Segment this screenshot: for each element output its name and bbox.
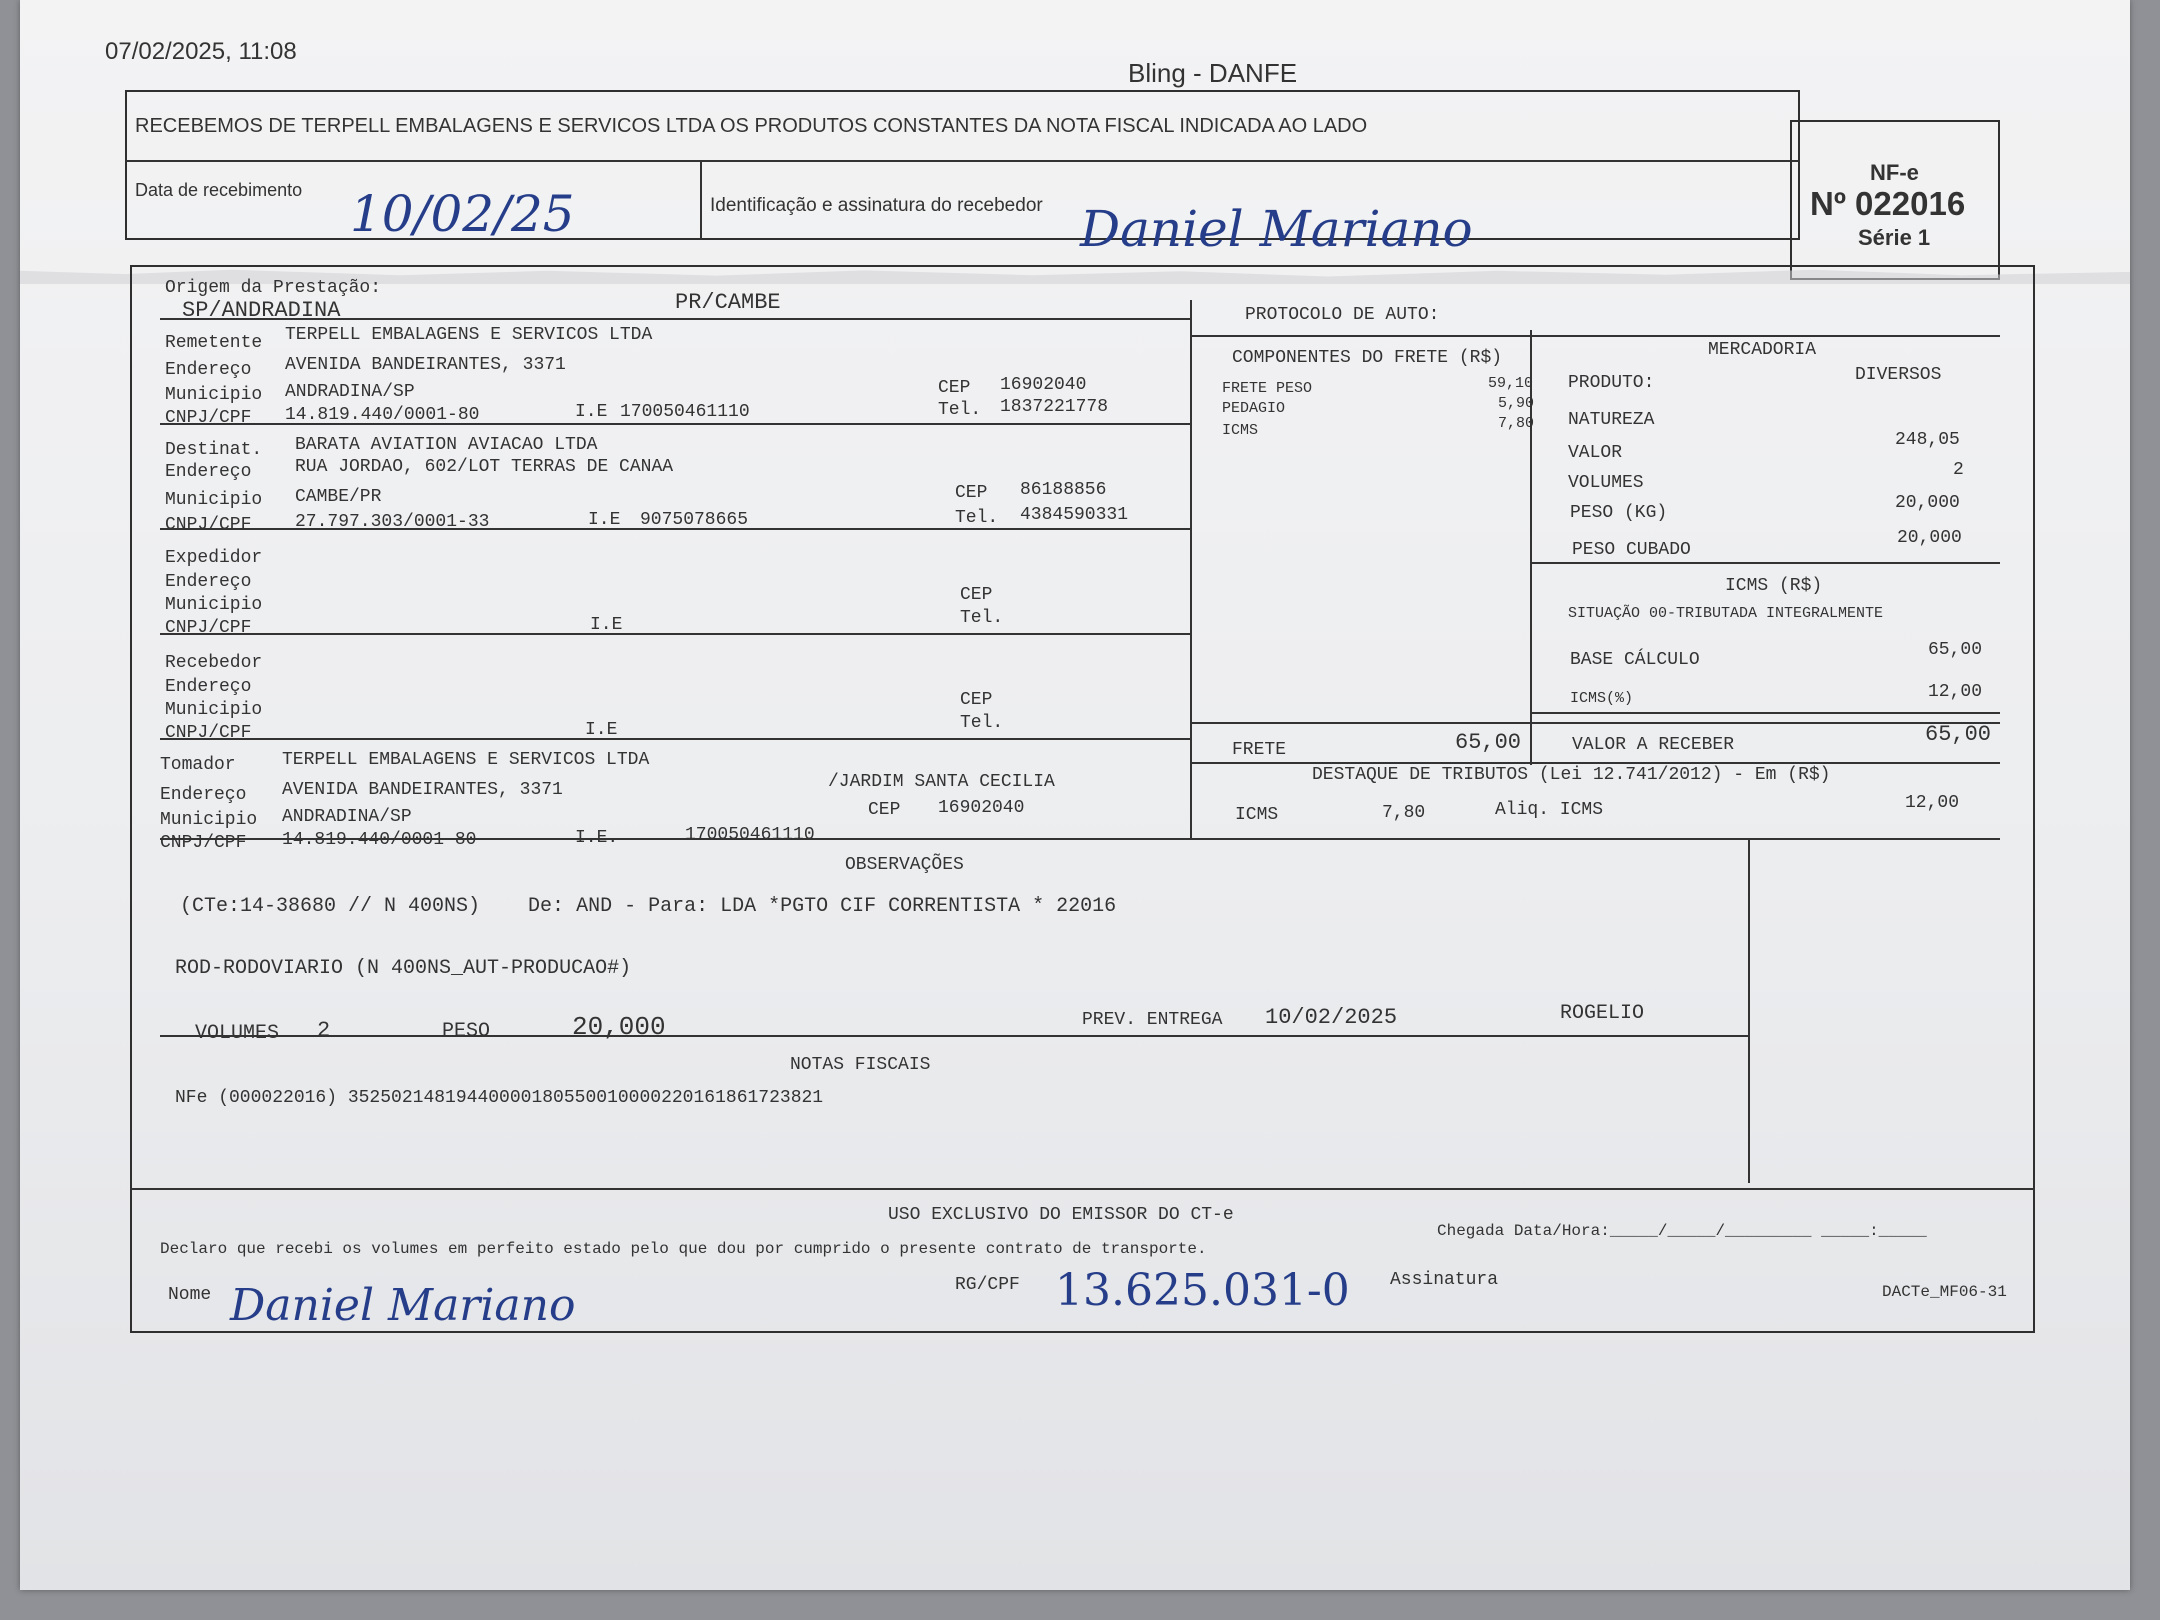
componente-label: ICMS — [1222, 422, 1259, 439]
notas-title: NOTAS FISCAIS — [790, 1055, 931, 1075]
tomador-cnpj-label: CNPJ/CPF — [160, 833, 247, 853]
obs-volumes-label: VOLUMES — [195, 1022, 280, 1045]
tributos-icms-value: 7,80 — [1382, 803, 1426, 823]
icms-aliq-label: ICMS(%) — [1570, 690, 1634, 707]
nfe-serie: Série 1 — [1858, 225, 1931, 250]
origem-label: Origem da Prestação: — [165, 278, 382, 298]
recebedor-end-label: Endereço — [165, 677, 252, 697]
remetente-municipio: ANDRADINA/SP — [285, 382, 415, 402]
rg-cpf-value: 13.625.031-0 — [1055, 1265, 1350, 1316]
nfe-number: Nº 022016 — [1810, 185, 1966, 222]
destinatario-ie: 9075078665 — [640, 510, 749, 530]
componente-value: 59,10 — [1488, 375, 1534, 392]
danfe-sheet — [20, 0, 2130, 1590]
divider — [1190, 300, 1192, 838]
recebedor-mun-label: Municipio — [165, 700, 263, 720]
destinatario-tel: 4384590331 — [1020, 505, 1129, 525]
volumes-label: VOLUMES — [1568, 473, 1644, 493]
recebedor-signature: Daniel Mariano — [1080, 200, 1473, 258]
remetente-cep-label: CEP — [938, 378, 971, 398]
data-recebimento-label: Data de recebimento — [135, 180, 303, 200]
tomador-endereco: AVENIDA BANDEIRANTES, 3371 — [282, 780, 563, 800]
tributos-aliq-label: Aliq. ICMS — [1495, 800, 1604, 820]
tomador-municipio: ANDRADINA/SP — [282, 807, 412, 827]
page-title: Bling - DANFE — [1128, 58, 1298, 88]
frete-label: FRETE — [1232, 740, 1287, 760]
volumes-value: 2 — [1953, 460, 1964, 480]
natureza-label: NATUREZA — [1568, 410, 1655, 430]
divider — [160, 738, 1190, 740]
emissor-title: USO EXCLUSIVO DO EMISSOR DO CT-e — [888, 1205, 1234, 1225]
mercadoria-title: MERCADORIA — [1708, 340, 1817, 360]
icms-title: ICMS (R$) — [1725, 576, 1823, 596]
observacoes-line1: (CTe:14-38680 // N 400NS) De: AND - Para: LDA *PGTO CIF CORRENTISTA * 22016 — [180, 895, 1117, 918]
peso-cubado-value: 20,000 — [1897, 528, 1962, 548]
obs-volumes-value: 2 — [317, 1018, 331, 1043]
produto-label: PRODUTO: — [1568, 373, 1655, 393]
remetente-tel-label: Tel. — [938, 400, 982, 420]
tributos-aliq-value: 12,00 — [1905, 793, 1960, 813]
expedidor-cep-label: CEP — [960, 585, 993, 605]
protocolo-label: PROTOCOLO DE AUTO: — [1245, 305, 1440, 325]
divider — [160, 633, 1190, 635]
origem-value: SP/ANDRADINA — [182, 298, 341, 323]
expedidor-label: Expedidor — [165, 548, 263, 568]
divider — [1748, 838, 1750, 1183]
expedidor-tel-label: Tel. — [960, 608, 1004, 628]
identificacao-label: Identificação e assinatura do recebedor — [710, 195, 1043, 216]
emissor-nome-signature: Daniel Mariano — [230, 1280, 576, 1331]
canhoto-declaration: RECEBEMOS DE TERPELL EMBALAGENS E SERVICOS LTDA OS PRODUTOS CONSTANTES DA NOTA FISCAL INDICADA AO LADO — [135, 115, 1368, 137]
valor-value: 248,05 — [1895, 430, 1960, 450]
divider — [160, 1035, 1748, 1037]
divider — [1190, 335, 2000, 337]
remetente-tel: 1837221778 — [1000, 397, 1109, 417]
remetente-mun-label: Municipio — [165, 385, 263, 405]
emissor-declaro: Declaro que recebi os volumes em perfeito estado pelo que dou por cumprido o presente contrato de transporte. — [160, 1240, 1207, 1258]
prev-entrega-value: 10/02/2025 — [1265, 1005, 1398, 1030]
tomador-cep: 16902040 — [938, 798, 1025, 818]
destinatario-nome: BARATA AVIATION AVIACAO LTDA — [295, 435, 598, 455]
recebedor-cnpj-label: CNPJ/CPF — [165, 723, 252, 743]
frete-value: 65,00 — [1455, 730, 1522, 755]
data-recebimento-value: 10/02/25 — [350, 185, 575, 243]
icms-aliq-value: 12,00 — [1928, 682, 1983, 702]
print-datetime: 07/02/2025, 11:08 — [105, 38, 297, 65]
divider — [130, 1188, 2035, 1190]
expedidor-end-label: Endereço — [165, 572, 252, 592]
motorista-name: ROGELIO — [1560, 1002, 1645, 1025]
remetente-label: Remetente — [165, 333, 263, 353]
remetente-cep: 16902040 — [1000, 375, 1087, 395]
peso-cubado-label: PESO CUBADO — [1572, 540, 1691, 560]
destinatario-tel-label: Tel. — [955, 508, 999, 528]
expedidor-cnpj-label: CNPJ/CPF — [165, 618, 252, 638]
emissor-nome-label: Nome — [168, 1285, 212, 1305]
observacoes-title: OBSERVAÇÕES — [845, 855, 964, 875]
tomador-nome: TERPELL EMBALAGENS E SERVICOS LTDA — [282, 750, 650, 770]
componente-value: 7,80 — [1498, 415, 1535, 432]
peso-value: 20,000 — [1895, 493, 1960, 513]
destinatario-cep-label: CEP — [955, 483, 988, 503]
rg-cpf-label: RG/CPF — [955, 1275, 1020, 1295]
expedidor-mun-label: Municipio — [165, 595, 263, 615]
tomador-bairro: /JARDIM SANTA CECILIA — [828, 772, 1055, 792]
divider — [1190, 722, 2000, 724]
form-code: DACTe_MF06-31 — [1882, 1283, 2007, 1301]
recebedor-tel-label: Tel. — [960, 713, 1004, 733]
destinatario-label: Destinat. — [165, 440, 263, 460]
divider — [1190, 762, 2000, 764]
componente-label: PEDAGIO — [1222, 400, 1286, 417]
valor-receber-value: 65,00 — [1925, 722, 1992, 747]
destinatario-municipio: CAMBE/PR — [295, 487, 382, 507]
tributos-icms-label: ICMS — [1235, 805, 1279, 825]
tomador-label: Tomador — [160, 755, 236, 775]
divider — [125, 160, 1800, 162]
remetente-endereco: AVENIDA BANDEIRANTES, 3371 — [285, 355, 566, 375]
recebedor-ie-label: I.E — [585, 720, 618, 740]
icms-situacao: SITUAÇÃO 00-TRIBUTADA INTEGRALMENTE — [1568, 605, 1884, 622]
obs-peso-value: 20,000 — [572, 1012, 666, 1042]
remetente-ie-label: I.E — [575, 402, 608, 422]
divider — [1530, 712, 2000, 714]
destinatario-ie-label: I.E — [588, 510, 621, 530]
expedidor-ie-label: I.E — [590, 615, 623, 635]
tomador-end-label: Endereço — [160, 785, 247, 805]
remetente-cnpj: 14.819.440/0001-80 — [285, 405, 480, 425]
peso-label: PESO (KG) — [1570, 503, 1668, 523]
remetente-ie: 170050461110 — [620, 402, 750, 422]
destino-value: PR/CAMBE — [675, 290, 781, 315]
componente-label: FRETE PESO — [1222, 380, 1313, 397]
componentes-title: COMPONENTES DO FRETE (R$) — [1232, 348, 1503, 368]
tomador-ie-label: I.E. — [575, 828, 619, 848]
recebedor-label: Recebedor — [165, 653, 263, 673]
valor-receber-label: VALOR A RECEBER — [1572, 735, 1735, 755]
destinatario-endereco: RUA JORDAO, 602/LOT TERRAS DE CANAA — [295, 457, 674, 477]
divider — [700, 160, 702, 240]
tomador-ie: 170050461110 — [685, 825, 815, 845]
destinatario-cnpj-label: CNPJ/CPF — [165, 515, 252, 535]
remetente-end-label: Endereço — [165, 360, 252, 380]
tomador-cnpj: 14.819.440/0001-80 — [282, 830, 477, 850]
divider — [1530, 562, 2000, 564]
tributos-title: DESTAQUE DE TRIBUTOS (Lei 12.741/2012) - Em (R$) — [1312, 765, 1831, 785]
destinatario-end-label: Endereço — [165, 462, 252, 482]
valor-label: VALOR — [1568, 443, 1623, 463]
destinatario-cnpj: 27.797.303/0001-33 — [295, 512, 490, 532]
base-calculo-value: 65,00 — [1928, 640, 1983, 660]
tomador-cep-label: CEP — [868, 800, 901, 820]
remetente-cnpj-label: CNPJ/CPF — [165, 408, 252, 428]
componente-value: 5,90 — [1498, 395, 1535, 412]
prev-entrega-label: PREV. ENTREGA — [1082, 1010, 1223, 1030]
obs-peso-label: PESO — [442, 1020, 491, 1043]
destinatario-mun-label: Municipio — [165, 490, 263, 510]
remetente-nome: TERPELL EMBALAGENS E SERVICOS LTDA — [285, 325, 653, 345]
nfe-label: NF-e — [1870, 160, 1919, 185]
assinatura-label: Assinatura — [1390, 1270, 1499, 1290]
observacoes-line2: ROD-RODOVIARIO (N 400NS_AUT-PRODUCAO#) — [175, 957, 632, 980]
chegada-data-hora: Chegada Data/Hora:_____/_____/_________ _____:_____ — [1437, 1222, 1927, 1240]
base-calculo-label: BASE CÁLCULO — [1570, 650, 1700, 670]
destinatario-cep: 86188856 — [1020, 480, 1107, 500]
notas-line: NFe (000022016) 35250214819440000180550010000220161861723821 — [175, 1088, 824, 1108]
tomador-mun-label: Municipio — [160, 810, 258, 830]
produto-value: DIVERSOS — [1855, 365, 1942, 385]
recebedor-cep-label: CEP — [960, 690, 993, 710]
